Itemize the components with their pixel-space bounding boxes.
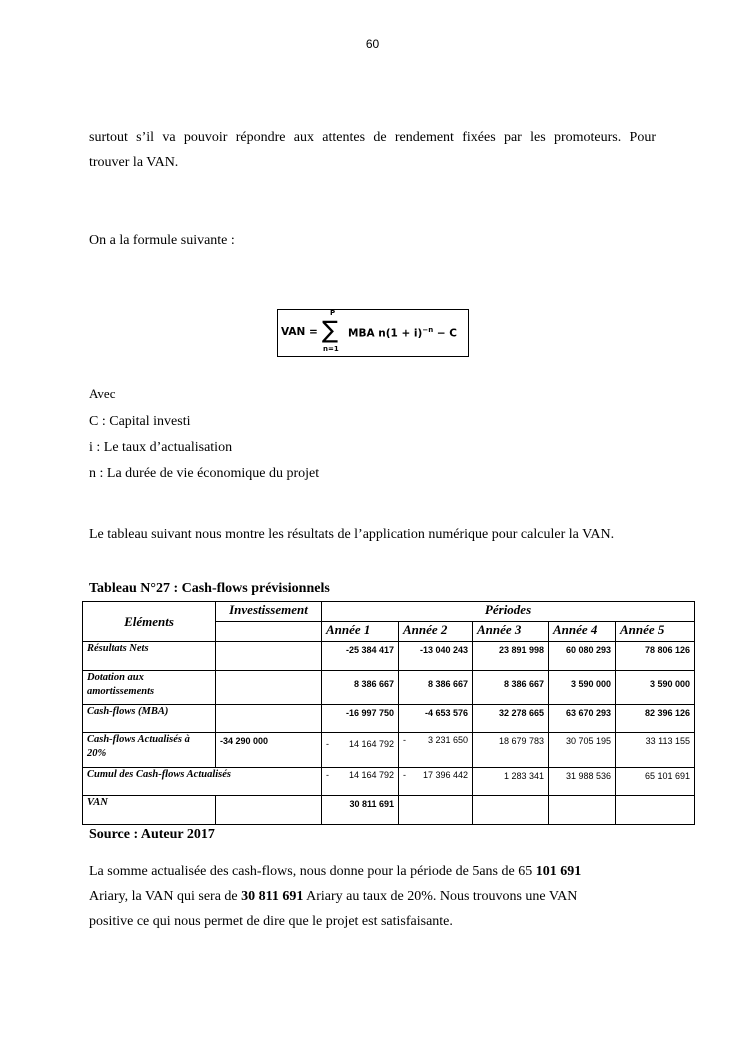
header-empty-cell [216,622,322,642]
cell-value: 17 396 442 [422,770,468,780]
table-cell: -25 384 417 [322,642,399,671]
table-cell [616,796,695,825]
intro-paragraph [89,125,656,175]
legend-item: i : Le taux d’actualisation [89,440,233,455]
table-caption: Tableau N°27 : Cash-flows prévisionnels [89,581,330,596]
table-cell: 23 891 998 [473,642,549,671]
negative-sign: - [326,770,329,780]
table-cell [322,768,399,796]
text-run: Ariary au taux de 20%. Nous trouvons une VAN [303,889,578,904]
row-label: Résultats Nets [83,642,216,671]
formula-body [348,326,457,340]
text-run: La somme actualisée des cash-flows, nous donne pour la période de 5ans de 65 [89,864,536,879]
table-cell: 33 113 155 [616,733,695,768]
table-cell [399,796,473,825]
table-row [83,796,695,825]
formula-sum-lower: n=1 [323,345,339,353]
conclusion-line-2 [89,884,656,909]
row-label: Dotation aux amortissements [83,671,216,705]
bold-amount: 101 691 [535,864,582,879]
formula-sum-symbol: ∑ [322,316,339,344]
table-cell: 8 386 667 [322,671,399,705]
header-year-3: Année 3 [473,622,549,642]
bold-amount: 30 811 691 [241,889,304,904]
row-label: Cash-flows (MBA) [83,705,216,733]
formula-tail: − C [433,327,458,340]
table-cell [216,796,322,825]
negative-sign: - [326,739,329,749]
source-note: Source : Auteur 2017 [89,827,215,842]
table-cell: 78 806 126 [616,642,695,671]
header-investissement: Investissement [216,602,322,622]
intro-line-2: trouver la VAN. [89,155,179,170]
conclusion-paragraph [89,859,656,934]
legend-heading: Avec [89,386,116,401]
row-label: Cumul des Cash-flows Actualisés [83,768,322,796]
table-cell: -4 653 576 [399,705,473,733]
header-year-2: Année 2 [399,622,473,642]
table-row [83,642,695,671]
table-cell: -16 997 750 [322,705,399,733]
formula-exponent: −n [422,326,434,334]
table-cell [399,768,473,796]
negative-sign: - [403,735,406,745]
table-row [83,768,695,796]
header-periodes: Périodes [322,602,695,622]
van-formula [277,309,469,357]
legend-item: C : Capital investi [89,414,191,429]
cell-value: 3 231 650 [427,735,468,745]
header-year-1: Année 1 [322,622,399,642]
row-label: VAN [83,796,216,825]
table-row [83,733,695,768]
text-run: Ariary, la VAN qui sera de [89,889,242,904]
header-elements: Eléments [83,602,216,642]
table-cell [399,733,473,768]
cashflow-table [82,601,695,825]
intro-line-1: surtout s’il va pouvoir répondre aux attentes de rendement fixées par les promoteurs. Pour [89,130,656,145]
table-row [83,705,695,733]
formula-intro: On a la formule suivante : [89,233,235,248]
table-cell: 8 386 667 [399,671,473,705]
cell-value: 14 164 792 [348,770,394,780]
table-cell: 63 670 293 [549,705,616,733]
table-cell: 30 705 195 [549,733,616,768]
negative-sign: - [403,770,406,780]
row-label: Cash-flows Actualisés à 20% [83,733,216,768]
page-number: 60 [365,37,380,51]
table-cell: 3 590 000 [549,671,616,705]
table-cell: -13 040 243 [399,642,473,671]
table-cell [549,796,616,825]
conclusion-line-1 [89,859,656,884]
table-cell: 60 080 293 [549,642,616,671]
table-cell: 8 386 667 [473,671,549,705]
table-cell: 30 811 691 [322,796,399,825]
table-cell [216,642,322,671]
table-cell: 82 396 126 [616,705,695,733]
table-cell: 31 988 536 [549,768,616,796]
formula-term: MBA n(1 + i) [348,327,423,340]
formula-lhs: VAN = [281,326,318,338]
legend-item: n : La durée de vie économique du projet [89,466,320,481]
table-cell: -34 290 000 [216,733,322,768]
header-year-4: Année 4 [549,622,616,642]
table-cell [322,733,399,768]
table-cell: 18 679 783 [473,733,549,768]
table-row [83,671,695,705]
table-cell: 32 278 665 [473,705,549,733]
cell-value: 14 164 792 [348,739,394,749]
formula-sum-upper: P [330,309,336,317]
table-cell: 65 101 691 [616,768,695,796]
table-cell [216,705,322,733]
header-year-5: Année 5 [616,622,695,642]
table-intro: Le tableau suivant nous montre les résultats de l’application numérique pour calculer la VAN. [89,527,615,542]
table-cell [216,671,322,705]
legend-list [89,409,319,487]
table-cell: 1 283 341 [473,768,549,796]
conclusion-line-3: positive ce qui nous permet de dire que le projet est satisfaisante. [89,914,453,929]
table-cell: 3 590 000 [616,671,695,705]
table-cell [473,796,549,825]
